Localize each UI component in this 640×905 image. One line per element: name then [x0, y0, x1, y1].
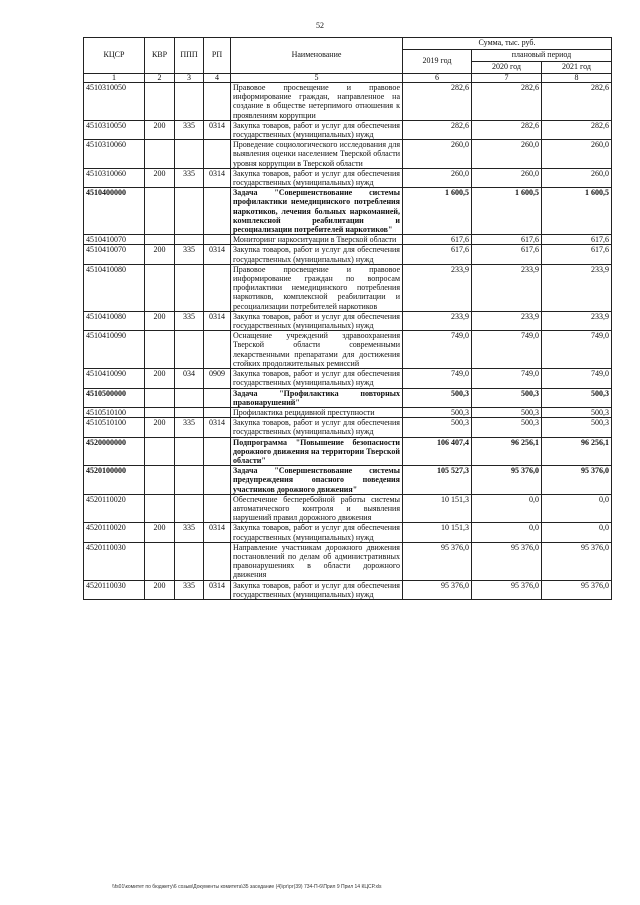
budget-table: [83, 37, 612, 600]
kvr-cell: [145, 542, 175, 580]
table-row: [84, 264, 612, 311]
kcsr-cell: 4510410070: [84, 245, 145, 264]
amount-2021-cell: 617,6: [542, 245, 612, 264]
ppp-cell: 335: [175, 580, 204, 599]
kvr-cell: [145, 331, 175, 369]
name-cell: Профилактика рецидивной преступности: [231, 407, 403, 417]
amount-2020-cell: 0,0: [472, 523, 542, 542]
kcsr-cell: 4520000000: [84, 437, 145, 466]
name-cell: Закупка товаров, работ и услуг для обеспечения государственных (муниципальных) нужд: [231, 245, 403, 264]
amount-2020-cell: 617,6: [472, 235, 542, 245]
name-cell: Закупка товаров, работ и услуг для обеспечения государственных (муниципальных) нужд: [231, 120, 403, 139]
ppp-cell: [175, 331, 204, 369]
header-ppp: ППП: [175, 38, 204, 74]
amount-2019-cell: 749,0: [403, 331, 472, 369]
table-row: [84, 388, 612, 407]
ppp-cell: 335: [175, 418, 204, 437]
kcsr-cell: 4510500000: [84, 388, 145, 407]
amount-2021-cell: 233,9: [542, 264, 612, 311]
header-name: Наименование: [231, 38, 403, 74]
header-kvr: КВР: [145, 38, 175, 74]
amount-2020-cell: 500,3: [472, 418, 542, 437]
kcsr-cell: 4510310050: [84, 83, 145, 121]
ppp-cell: 335: [175, 523, 204, 542]
kvr-cell: 200: [145, 369, 175, 388]
header-sum: Сумма, тыс. руб.: [403, 38, 612, 50]
rp-cell: [204, 437, 231, 466]
column-number-row: [84, 74, 612, 83]
name-cell: Задача "Совершенствование системы профилактики немедицинского потребления наркотиков, лечения больных наркоманией, комплексной реабилитации и ресоциализации потребителей наркотиков": [231, 188, 403, 235]
kvr-cell: [145, 494, 175, 523]
table-row: [84, 418, 612, 437]
table-row: [84, 494, 612, 523]
name-cell: Проведение социологического исследования для выявления оценки населением Тверской области уровня коррупции в Тверской области: [231, 140, 403, 169]
amount-2019-cell: 260,0: [403, 168, 472, 187]
table-row: [84, 140, 612, 169]
amount-2021-cell: 260,0: [542, 168, 612, 187]
kcsr-cell: 4510310060: [84, 140, 145, 169]
kvr-cell: [145, 437, 175, 466]
amount-2020-cell: 233,9: [472, 264, 542, 311]
table-row: [84, 466, 612, 495]
ppp-cell: 034: [175, 369, 204, 388]
name-cell: Задача "Профилактика повторных правонарушений": [231, 388, 403, 407]
column-number: 3: [175, 74, 204, 83]
kvr-cell: 200: [145, 311, 175, 330]
table-row: [84, 120, 612, 139]
amount-2020-cell: 95 376,0: [472, 466, 542, 495]
ppp-cell: 335: [175, 168, 204, 187]
amount-2021-cell: 500,3: [542, 418, 612, 437]
amount-2020-cell: 260,0: [472, 140, 542, 169]
amount-2021-cell: 282,6: [542, 83, 612, 121]
ppp-cell: [175, 388, 204, 407]
amount-2020-cell: 96 256,1: [472, 437, 542, 466]
name-cell: Обеспечение бесперебойной работы системы автоматического контроля и выявления нарушений правил дорожного движения: [231, 494, 403, 523]
rp-cell: 0314: [204, 168, 231, 187]
rp-cell: [204, 235, 231, 245]
page-number: 52: [316, 21, 324, 30]
amount-2021-cell: 96 256,1: [542, 437, 612, 466]
ppp-cell: [175, 494, 204, 523]
table-row: [84, 245, 612, 264]
rp-cell: [204, 83, 231, 121]
kvr-cell: 200: [145, 168, 175, 187]
amount-2021-cell: 749,0: [542, 369, 612, 388]
kvr-cell: [145, 388, 175, 407]
ppp-cell: [175, 140, 204, 169]
name-cell: Закупка товаров, работ и услуг для обеспечения государственных (муниципальных) нужд: [231, 168, 403, 187]
amount-2019-cell: 10 151,3: [403, 494, 472, 523]
amount-2019-cell: 1 600,5: [403, 188, 472, 235]
rp-cell: [204, 188, 231, 235]
amount-2019-cell: 105 527,3: [403, 466, 472, 495]
kvr-cell: 200: [145, 418, 175, 437]
rp-cell: 0314: [204, 311, 231, 330]
table-row: [84, 542, 612, 580]
name-cell: Закупка товаров, работ и услуг для обеспечения государственных (муниципальных) нужд: [231, 311, 403, 330]
rp-cell: [204, 466, 231, 495]
name-cell: Закупка товаров, работ и услуг для обеспечения государственных (муниципальных) нужд: [231, 369, 403, 388]
amount-2021-cell: 233,9: [542, 311, 612, 330]
kcsr-cell: 4520110020: [84, 523, 145, 542]
amount-2019-cell: 260,0: [403, 140, 472, 169]
amount-2019-cell: 95 376,0: [403, 580, 472, 599]
kvr-cell: [145, 83, 175, 121]
column-number: 1: [84, 74, 145, 83]
table-row: [84, 188, 612, 235]
table-row: [84, 83, 612, 121]
kvr-cell: [145, 140, 175, 169]
amount-2019-cell: 617,6: [403, 245, 472, 264]
kcsr-cell: 4510410090: [84, 331, 145, 369]
name-cell: Правовое просвещение и правовое информирование граждан, направленное на создание в обществе нетерпимого отношения к проявлениям коррупции: [231, 83, 403, 121]
kcsr-cell: 4510310060: [84, 168, 145, 187]
column-number: 5: [231, 74, 403, 83]
kvr-cell: [145, 407, 175, 417]
kvr-cell: [145, 235, 175, 245]
amount-2019-cell: 749,0: [403, 369, 472, 388]
amount-2020-cell: 95 376,0: [472, 580, 542, 599]
amount-2019-cell: 500,3: [403, 388, 472, 407]
rp-cell: 0314: [204, 523, 231, 542]
kcsr-cell: 4520110020: [84, 494, 145, 523]
amount-2021-cell: 95 376,0: [542, 542, 612, 580]
table-row: [84, 235, 612, 245]
rp-cell: [204, 542, 231, 580]
amount-2020-cell: 500,3: [472, 388, 542, 407]
amount-2020-cell: 0,0: [472, 494, 542, 523]
amount-2019-cell: 500,3: [403, 407, 472, 417]
amount-2021-cell: 0,0: [542, 494, 612, 523]
kvr-cell: 200: [145, 523, 175, 542]
amount-2019-cell: 95 376,0: [403, 542, 472, 580]
header-2021: 2021 год: [542, 62, 612, 74]
table-row: [84, 168, 612, 187]
amount-2020-cell: 749,0: [472, 369, 542, 388]
amount-2021-cell: 282,6: [542, 120, 612, 139]
name-cell: Правовое просвещение и правовое информирование граждан по вопросам профилактики немедицинского потребления наркотиков, комплексной реабилитации и ресоциализации потребителей наркотиков: [231, 264, 403, 311]
table-row: [84, 311, 612, 330]
kvr-cell: [145, 188, 175, 235]
ppp-cell: [175, 466, 204, 495]
kvr-cell: [145, 264, 175, 311]
file-path-footer: \\fs01\комитет по бюджету\6 созыв\Документы комитета\35 заседание (4)\рг\рг(39) 734-П-6\Прил 9 Прил 14 КЦСР.xls: [112, 884, 382, 890]
name-cell: Направление участникам дорожного движения постановлений по делам об административных правонарушениях в области дорожного движения: [231, 542, 403, 580]
header-rp: РП: [204, 38, 231, 74]
kvr-cell: 200: [145, 120, 175, 139]
kcsr-cell: 4510410080: [84, 311, 145, 330]
table-row: [84, 369, 612, 388]
amount-2020-cell: 260,0: [472, 168, 542, 187]
column-number: 7: [472, 74, 542, 83]
column-number: 4: [204, 74, 231, 83]
name-cell: Закупка товаров, работ и услуг для обеспечения государственных (муниципальных) нужд: [231, 523, 403, 542]
amount-2019-cell: 233,9: [403, 311, 472, 330]
rp-cell: [204, 388, 231, 407]
ppp-cell: [175, 407, 204, 417]
name-cell: Задача "Совершенствование системы предупреждения опасного поведения участников дорожного движения": [231, 466, 403, 495]
table-row: [84, 331, 612, 369]
ppp-cell: [175, 235, 204, 245]
rp-cell: 0909: [204, 369, 231, 388]
rp-cell: 0314: [204, 245, 231, 264]
table-row: [84, 580, 612, 599]
amount-2021-cell: 500,3: [542, 388, 612, 407]
amount-2019-cell: 282,6: [403, 120, 472, 139]
amount-2021-cell: 617,6: [542, 235, 612, 245]
amount-2021-cell: 1 600,5: [542, 188, 612, 235]
amount-2019-cell: 500,3: [403, 418, 472, 437]
amount-2020-cell: 749,0: [472, 331, 542, 369]
ppp-cell: 335: [175, 245, 204, 264]
rp-cell: 0314: [204, 418, 231, 437]
amount-2019-cell: 617,6: [403, 235, 472, 245]
ppp-cell: [175, 83, 204, 121]
rp-cell: 0314: [204, 580, 231, 599]
kvr-cell: 200: [145, 580, 175, 599]
kcsr-cell: 4510410070: [84, 235, 145, 245]
name-cell: Закупка товаров, работ и услуг для обеспечения государственных (муниципальных) нужд: [231, 580, 403, 599]
kcsr-cell: 4520110030: [84, 542, 145, 580]
table-body: [84, 83, 612, 600]
amount-2021-cell: 749,0: [542, 331, 612, 369]
amount-2021-cell: 260,0: [542, 140, 612, 169]
kcsr-cell: 4510510100: [84, 418, 145, 437]
amount-2021-cell: 0,0: [542, 523, 612, 542]
kcsr-cell: 4510510100: [84, 407, 145, 417]
ppp-cell: 335: [175, 311, 204, 330]
rp-cell: [204, 264, 231, 311]
amount-2019-cell: 282,6: [403, 83, 472, 121]
name-cell: Мониторинг наркоситуации в Тверской области: [231, 235, 403, 245]
kcsr-cell: 4510410090: [84, 369, 145, 388]
rp-cell: 0314: [204, 120, 231, 139]
header-2019: 2019 год: [403, 50, 472, 74]
name-cell: Подпрограмма "Повышение безопасности дорожного движения на территории Тверской области": [231, 437, 403, 466]
ppp-cell: [175, 437, 204, 466]
ppp-cell: [175, 188, 204, 235]
kvr-cell: 200: [145, 245, 175, 264]
header-2020: 2020 год: [472, 62, 542, 74]
amount-2020-cell: 282,6: [472, 120, 542, 139]
amount-2020-cell: 282,6: [472, 83, 542, 121]
name-cell: Закупка товаров, работ и услуг для обеспечения государственных (муниципальных) нужд: [231, 418, 403, 437]
kcsr-cell: 4520100000: [84, 466, 145, 495]
kcsr-cell: 4510410080: [84, 264, 145, 311]
ppp-cell: [175, 542, 204, 580]
amount-2019-cell: 233,9: [403, 264, 472, 311]
amount-2021-cell: 500,3: [542, 407, 612, 417]
kcsr-cell: 4510310050: [84, 120, 145, 139]
kvr-cell: [145, 466, 175, 495]
kcsr-cell: 4520110030: [84, 580, 145, 599]
column-number: 6: [403, 74, 472, 83]
amount-2020-cell: 1 600,5: [472, 188, 542, 235]
table-row: [84, 407, 612, 417]
amount-2019-cell: 106 407,4: [403, 437, 472, 466]
amount-2020-cell: 95 376,0: [472, 542, 542, 580]
table-row: [84, 437, 612, 466]
rp-cell: [204, 140, 231, 169]
rp-cell: [204, 494, 231, 523]
amount-2021-cell: 95 376,0: [542, 580, 612, 599]
amount-2020-cell: 500,3: [472, 407, 542, 417]
header-planned-period: плановый период: [472, 50, 612, 62]
table-row: [84, 523, 612, 542]
name-cell: Оснащение учреждений здравоохранения Тверской области современными лекарственными препаратами для достижения стойких продолжительных ремиссий: [231, 331, 403, 369]
amount-2021-cell: 95 376,0: [542, 466, 612, 495]
amount-2020-cell: 233,9: [472, 311, 542, 330]
column-number: 2: [145, 74, 175, 83]
amount-2019-cell: 10 151,3: [403, 523, 472, 542]
column-number: 8: [542, 74, 612, 83]
kcsr-cell: 4510400000: [84, 188, 145, 235]
ppp-cell: 335: [175, 120, 204, 139]
rp-cell: [204, 407, 231, 417]
rp-cell: [204, 331, 231, 369]
header-kcsr: КЦСР: [84, 38, 145, 74]
amount-2020-cell: 617,6: [472, 245, 542, 264]
ppp-cell: [175, 264, 204, 311]
